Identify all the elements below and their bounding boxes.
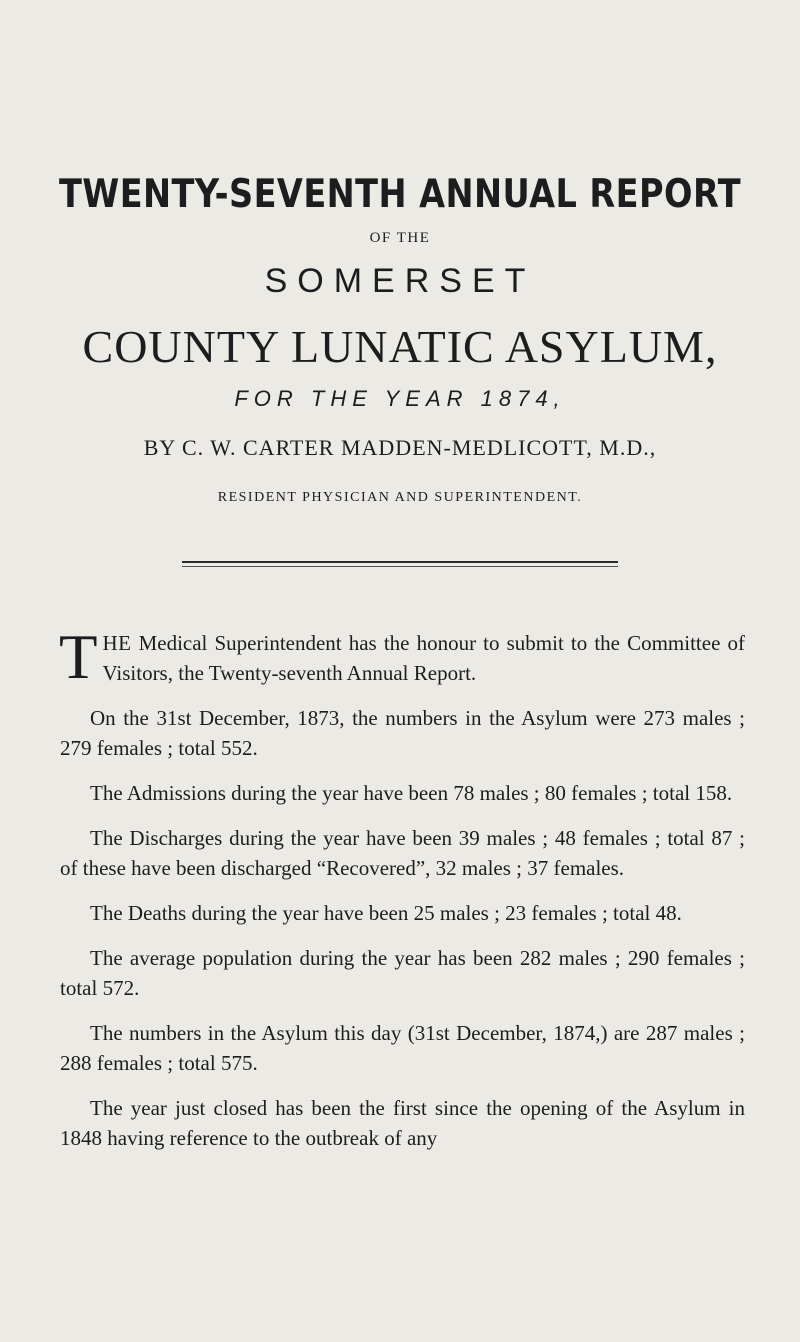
role-line: RESIDENT PHYSICIAN AND SUPERINTENDENT. — [217, 490, 583, 505]
somerset-heading: SOMERSET — [264, 262, 536, 300]
drop-cap: T — [59, 622, 98, 692]
paragraph-admissions: The Admissions during the year have been 78 males ; 80 females ; total 158. — [90, 781, 733, 805]
author-line: BY C. W. CARTER MADDEN-MEDLICOTT, M.D., — [143, 435, 657, 460]
of-the-line: OF THE — [369, 230, 431, 246]
paragraph-average-population: The average population during the year has been 282 males ; 290 females ; total 572. — [60, 946, 745, 1000]
paragraph-year-closed: The year just closed has been the first since the opening of the Asylum in 1848 having reference to the outbreak of any — [60, 1096, 745, 1150]
paragraph-intro — [59, 622, 745, 692]
report-body — [59, 622, 745, 1168]
year-line: FOR THE YEAR 1874, — [234, 386, 566, 411]
asylum-title: COUNTY LUNATIC ASYLUM, — [82, 321, 718, 372]
paragraph-intro-text: Medical Superintendent has the honour to submit to the Committee of Visitors, the Twenty-seventh Annual Report. — [102, 631, 745, 685]
paragraph-deaths: The Deaths during the year have been 25 males ; 23 females ; total 48. — [90, 901, 682, 925]
drop-word-rest: HE — [102, 631, 132, 655]
main-title: TWENTY-SEVENTH ANNUAL REPORT — [58, 172, 742, 217]
paragraph-discharges: The Discharges during the year have been 39 males ; 48 females ; total 87 ; of these have been discharged “Recovered”, 32 males ; 37 females. — [60, 826, 745, 880]
divider-rule-thin — [182, 566, 618, 567]
paragraph-population-1874: The numbers in the Asylum this day (31st December, 1874,) are 287 males ; 288 females ; total 575. — [60, 1021, 745, 1075]
divider-rule-thick — [182, 561, 618, 563]
paragraph-population-1873: On the 31st December, 1873, the numbers in the Asylum were 273 males ; 279 females ; total 552. — [60, 706, 745, 760]
